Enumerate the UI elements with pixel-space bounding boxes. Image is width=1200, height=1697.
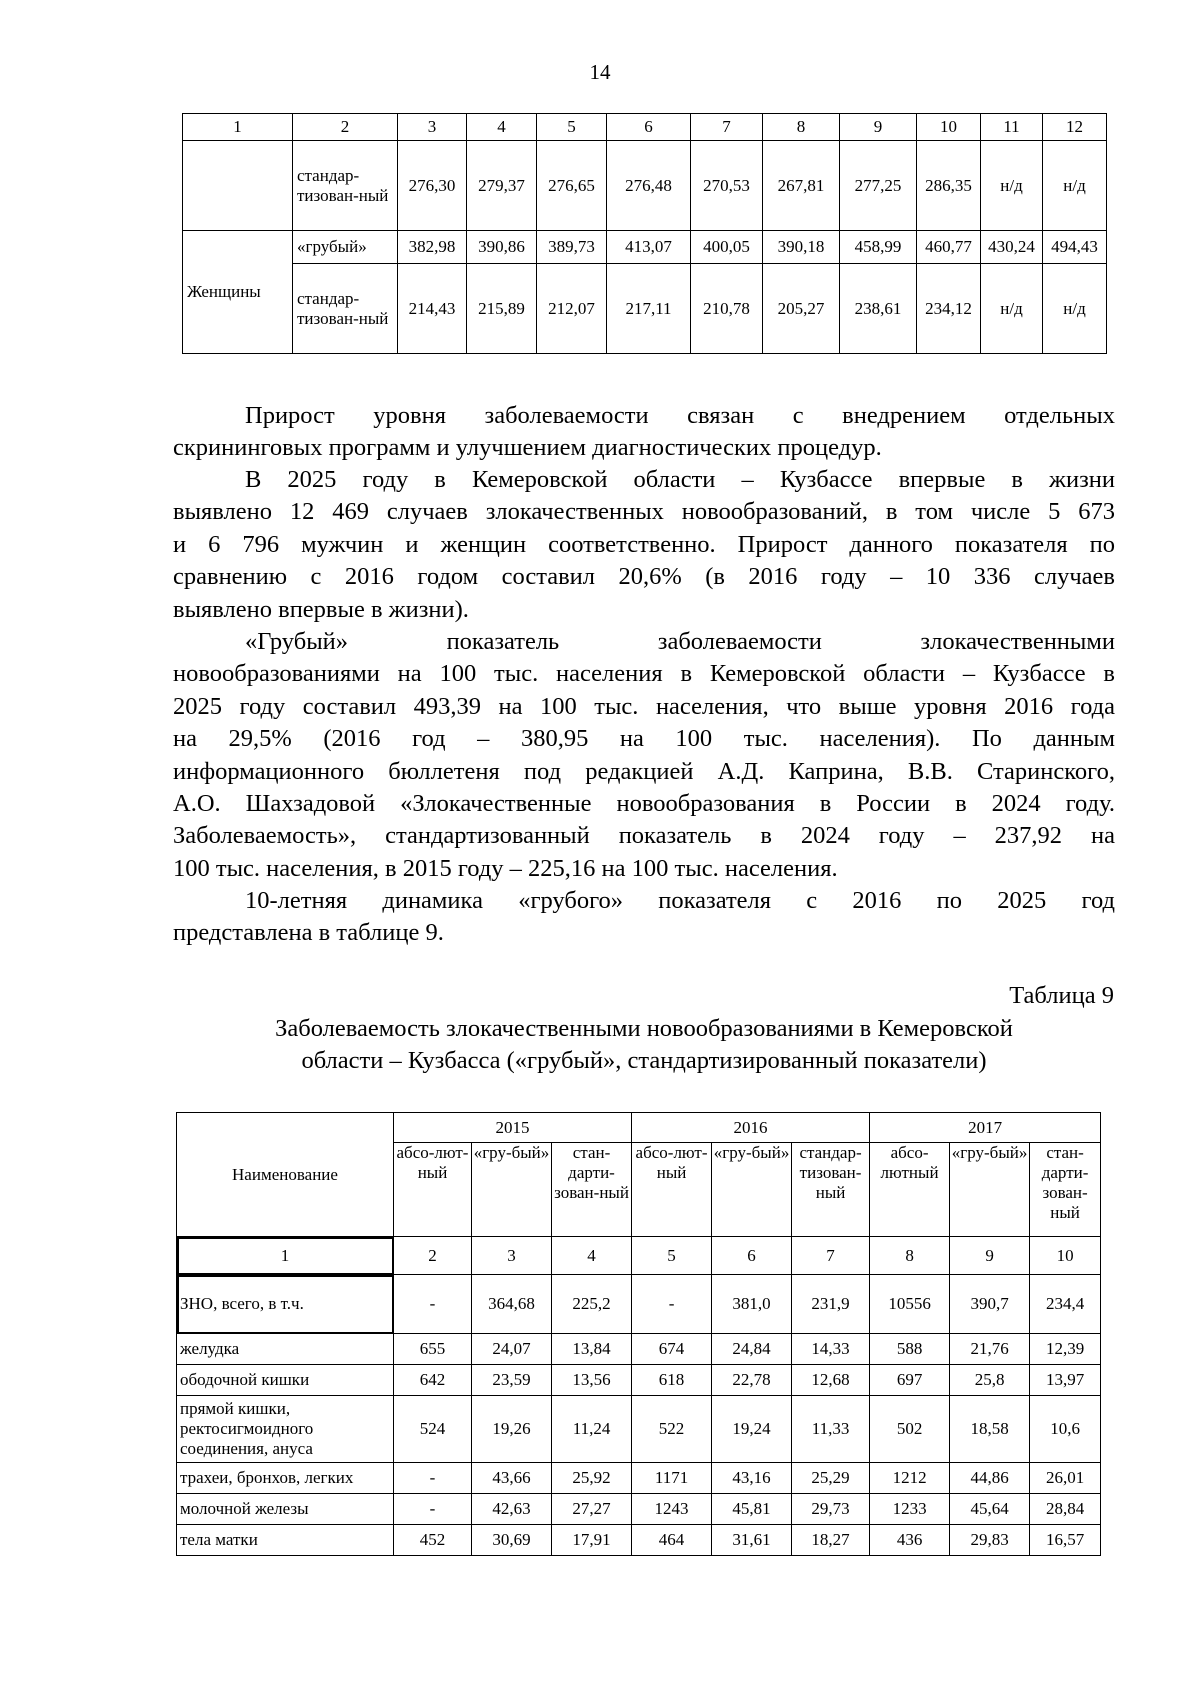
text-line: и 6 796 мужчин и женщин соответственно. Прирост данного показателя по: [173, 530, 1115, 558]
table-cell: 674: [632, 1334, 712, 1365]
table-cell: н/д: [1043, 264, 1107, 354]
table-cell: 17,91: [552, 1525, 632, 1556]
table-cell: 13,97: [1030, 1365, 1101, 1396]
subheader-cell: абсо-лют-ный: [394, 1143, 472, 1237]
table-cell: 364,68: [472, 1275, 552, 1334]
row-name: тела матки: [177, 1525, 394, 1556]
table-cell: 205,27: [763, 264, 840, 354]
text-line: представлена в таблице 9.: [173, 919, 444, 947]
row-name: трахеи, бронхов, легких: [177, 1463, 394, 1494]
table-cell: 697: [870, 1365, 950, 1396]
paragraph-rough-indicator: [173, 626, 1115, 885]
column-number: 4: [467, 114, 537, 141]
table-cell: 25,92: [552, 1463, 632, 1494]
table-cell: 13,56: [552, 1365, 632, 1396]
table-cell: 522: [632, 1396, 712, 1463]
text-line: Прирост уровня заболеваемости связан с внедрением отдельных: [245, 402, 1115, 429]
column-number: 3: [398, 114, 467, 141]
table-cell: 23,59: [472, 1365, 552, 1396]
table-cell: 18,27: [792, 1525, 870, 1556]
text-line: скрининговых программ и улучшением диагностических процедур.: [173, 434, 882, 462]
table-cell: 10,6: [1030, 1396, 1101, 1463]
table-cell: -: [394, 1494, 472, 1525]
table-cell: 276,30: [398, 141, 467, 231]
table-cell: 18,58: [950, 1396, 1030, 1463]
text-line: 100 тыс. населения, в 2015 году – 225,16 на 100 тыс. населения.: [173, 854, 838, 882]
table-cell: 458,99: [840, 231, 917, 264]
table-cell: 618: [632, 1365, 712, 1396]
table-cell: 29,73: [792, 1494, 870, 1525]
text-line: выявлено впервые в жизни).: [173, 595, 469, 623]
year-header: 2016: [632, 1113, 870, 1143]
column-number: 1: [177, 1237, 394, 1275]
column-number: 10: [1030, 1237, 1101, 1275]
table-row: [177, 1365, 1101, 1396]
table-cell: 270,53: [691, 141, 763, 231]
table-cell: 29,83: [950, 1525, 1030, 1556]
table-cell: 460,77: [917, 231, 981, 264]
column-number: 9: [840, 114, 917, 141]
table-cell: 436: [870, 1525, 950, 1556]
column-number: 1: [183, 114, 293, 141]
table-cell: 19,26: [472, 1396, 552, 1463]
table-row: [183, 231, 1107, 264]
column-number: 7: [792, 1237, 870, 1275]
subheader-cell: стандар-тизован-ный: [792, 1143, 870, 1237]
table-cell: 24,07: [472, 1334, 552, 1365]
caption-line: Заболеваемость злокачественными новообразованиями в Кемеровской: [275, 1015, 1013, 1042]
table-cell: 400,05: [691, 231, 763, 264]
caption-line: области – Кузбасса («грубый», стандартизированный показатели): [301, 1047, 987, 1074]
table-cell: 12,68: [792, 1365, 870, 1396]
table-cell: 430,24: [981, 231, 1043, 264]
table-cell: 214,43: [398, 264, 467, 354]
column-number: 11: [981, 114, 1043, 141]
table-row: [177, 1494, 1101, 1525]
table-cell: 210,78: [691, 264, 763, 354]
row-name: прямой кишки, ректосигмоидного соединения, ануса: [177, 1396, 394, 1463]
table-cell: н/д: [981, 141, 1043, 231]
subheader-cell: «гру-бый»: [472, 1143, 552, 1237]
table-cell: 217,11: [607, 264, 691, 354]
table-cell: 27,27: [552, 1494, 632, 1525]
row-label: стандар-тизован-ный: [293, 264, 398, 354]
table-cell: 389,73: [537, 231, 607, 264]
table-cell: 19,24: [712, 1396, 792, 1463]
column-number: 6: [712, 1237, 792, 1275]
table-cell: 276,65: [537, 141, 607, 231]
table-row: [183, 264, 1107, 354]
table-cell: 390,18: [763, 231, 840, 264]
subheader-cell: абсо-лют-ный: [632, 1143, 712, 1237]
row-name: ЗНО, всего, в т.ч.: [177, 1275, 394, 1334]
paragraph-cases-2025: [173, 464, 1115, 626]
text-line: выявлено 12 469 случаев злокачественных новообразований, в том числе 5 673: [173, 498, 1115, 526]
table-row: [177, 1334, 1101, 1365]
table-cell: 24,84: [712, 1334, 792, 1365]
text-line: информационного бюллетеня под редакцией А.Д. Каприна, В.В. Старинского,: [173, 757, 1115, 785]
column-number: 5: [537, 114, 607, 141]
table-cell: 25,8: [950, 1365, 1030, 1396]
table-cell: 215,89: [467, 264, 537, 354]
table-cell: 26,01: [1030, 1463, 1101, 1494]
text-line: 2025 году составил 493,39 на 100 тыс. населения, что выше уровня 2016 года: [173, 692, 1115, 720]
column-number: 2: [394, 1237, 472, 1275]
page-number: 14: [589, 60, 611, 84]
table-cell: 267,81: [763, 141, 840, 231]
column-number: 3: [472, 1237, 552, 1275]
table-cell: 234,4: [1030, 1275, 1101, 1334]
column-number: 4: [552, 1237, 632, 1275]
table-cell: 21,76: [950, 1334, 1030, 1365]
row-label: стандар-тизован-ный: [293, 141, 398, 231]
column-number: 5: [632, 1237, 712, 1275]
table-cell: 1233: [870, 1494, 950, 1525]
table-cell: 14,33: [792, 1334, 870, 1365]
table-cell: 238,61: [840, 264, 917, 354]
year-header: 2017: [870, 1113, 1101, 1143]
subheader-cell: «гру-бый»: [950, 1143, 1030, 1237]
table-row: [177, 1275, 1101, 1334]
table-cell: 279,37: [467, 141, 537, 231]
column-number: 9: [950, 1237, 1030, 1275]
table-cell: 642: [394, 1365, 472, 1396]
table-cell: 464: [632, 1525, 712, 1556]
table-cell: 390,86: [467, 231, 537, 264]
row-label: «грубый»: [293, 231, 398, 264]
table-header-row: [183, 114, 1107, 141]
text-line: В 2025 году в Кемеровской области – Кузбассе впервые в жизни: [245, 466, 1115, 493]
table-cell: 45,81: [712, 1494, 792, 1525]
table-cell: 277,25: [840, 141, 917, 231]
text-line: «Грубый» показатель заболеваемости злокачественными: [245, 628, 1115, 655]
text-line: новообразованиями на 100 тыс. населения в Кемеровской области – Кузбассе в: [173, 660, 1115, 688]
table-cell: н/д: [981, 264, 1043, 354]
text-line: Заболеваемость», стандартизованный показатель в 2024 году – 237,92 на: [173, 822, 1115, 850]
table-cell: 43,66: [472, 1463, 552, 1494]
table-cell: -: [632, 1275, 712, 1334]
table-cell: 225,2: [552, 1275, 632, 1334]
table-cell: 286,35: [917, 141, 981, 231]
table-cell: 43,16: [712, 1463, 792, 1494]
table-caption: [173, 1013, 1115, 1077]
subheader-cell: стан-дарти-зован-ный: [552, 1143, 632, 1237]
column-number: 7: [691, 114, 763, 141]
subheader-cell: «гру-бый»: [712, 1143, 792, 1237]
table-number: Таблица 9: [1009, 982, 1114, 1009]
column-number: 8: [870, 1237, 950, 1275]
column-number: 8: [763, 114, 840, 141]
text-line: 10-летняя динамика «грубого» показателя с 2016 по 2025 год: [245, 887, 1115, 914]
table-9: [176, 1112, 1101, 1556]
row-name: молочной железы: [177, 1494, 394, 1525]
table-cell: 588: [870, 1334, 950, 1365]
table-cell: 22,78: [712, 1365, 792, 1396]
column-number: 6: [607, 114, 691, 141]
table-cell: 452: [394, 1525, 472, 1556]
table-cell: 30,69: [472, 1525, 552, 1556]
table-cell: 1171: [632, 1463, 712, 1494]
text-line: сравнению с 2016 годом составил 20,6% (в 2016 году – 10 336 случаев: [173, 563, 1115, 591]
table-cell: 25,29: [792, 1463, 870, 1494]
table-cell: 382,98: [398, 231, 467, 264]
table-row: [183, 141, 1107, 231]
table-cell: 1243: [632, 1494, 712, 1525]
table-cell: 494,43: [1043, 231, 1107, 264]
table-row: [177, 1525, 1101, 1556]
table-cell: 28,84: [1030, 1494, 1101, 1525]
subheader-cell: стан-дарти-зован-ный: [1030, 1143, 1101, 1237]
table-cell: 524: [394, 1396, 472, 1463]
row-name: ободочной кишки: [177, 1365, 394, 1396]
group-cell: [183, 141, 293, 231]
table-cell: 45,64: [950, 1494, 1030, 1525]
table-cell: 42,63: [472, 1494, 552, 1525]
paragraph-dynamics: [173, 885, 1115, 950]
column-number: 12: [1043, 114, 1107, 141]
table-cell: 502: [870, 1396, 950, 1463]
table-cell: 44,86: [950, 1463, 1030, 1494]
table-cell: 390,7: [950, 1275, 1030, 1334]
table-cell: 11,33: [792, 1396, 870, 1463]
group-label-women: Женщины: [183, 231, 293, 354]
table-cell: 12,39: [1030, 1334, 1101, 1365]
table-cell: 16,57: [1030, 1525, 1101, 1556]
year-header-row: [177, 1113, 1101, 1143]
table-cell: 212,07: [537, 264, 607, 354]
table-cell: н/д: [1043, 141, 1107, 231]
name-header: Наименование: [177, 1113, 394, 1237]
table-cell: 231,9: [792, 1275, 870, 1334]
column-number-row: [177, 1237, 1101, 1275]
subheader-cell: абсо-лютный: [870, 1143, 950, 1237]
table-cell: 655: [394, 1334, 472, 1365]
table-cell: -: [394, 1463, 472, 1494]
table-cell: 13,84: [552, 1334, 632, 1365]
text-line: А.О. Шахзадовой «Злокачественные новообразования в России в 2024 году.: [173, 790, 1115, 818]
table-continuation: [182, 113, 1107, 354]
column-number: 2: [293, 114, 398, 141]
table-row: [177, 1396, 1101, 1463]
year-header: 2015: [394, 1113, 632, 1143]
row-name: желудка: [177, 1334, 394, 1365]
table-cell: 31,61: [712, 1525, 792, 1556]
table-cell: 11,24: [552, 1396, 632, 1463]
table-cell: 413,07: [607, 231, 691, 264]
table-cell: 381,0: [712, 1275, 792, 1334]
text-line: на 29,5% (2016 год – 380,95 на 100 тыс. населения). По данным: [173, 725, 1115, 753]
table-row: [177, 1463, 1101, 1494]
paragraph-growth: [173, 400, 1115, 465]
table-cell: 234,12: [917, 264, 981, 354]
table-cell: 1212: [870, 1463, 950, 1494]
table-cell: 10556: [870, 1275, 950, 1334]
table-cell: 276,48: [607, 141, 691, 231]
table-cell: -: [394, 1275, 472, 1334]
column-number: 10: [917, 114, 981, 141]
